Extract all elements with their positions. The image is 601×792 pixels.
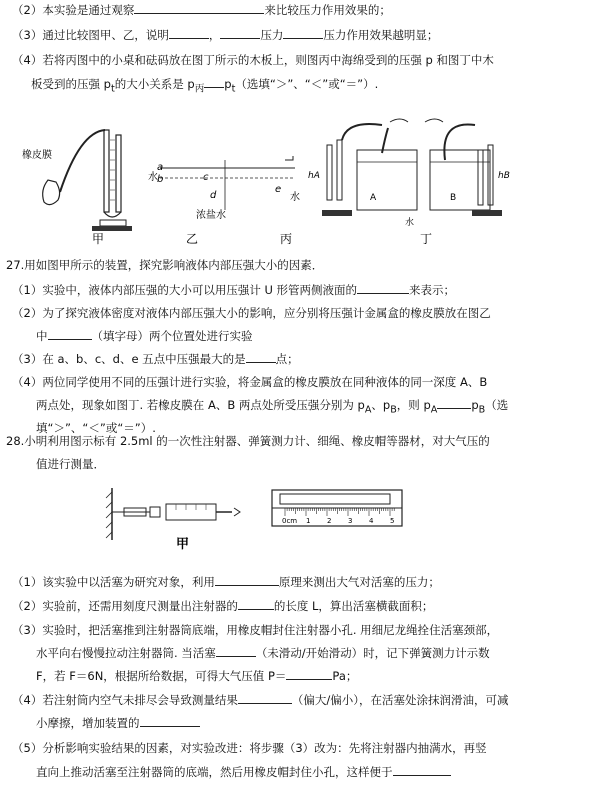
q28-s4-blank-1[interactable] bbox=[238, 692, 292, 704]
q28-s4-blank-2[interactable] bbox=[140, 715, 200, 727]
hand-icon bbox=[43, 180, 60, 205]
q28-s1: （1）该实验中以活塞为研究对象，利用 原理来测出大气对活塞的压力； bbox=[12, 575, 440, 589]
q28-s3-blank-2[interactable] bbox=[286, 668, 332, 680]
q28-s5-blank[interactable] bbox=[393, 764, 451, 776]
svg-text:hB: hB bbox=[498, 171, 510, 181]
q27-s1-blank[interactable] bbox=[357, 282, 409, 294]
q28-s3-l2: 水平向右慢慢拉动注射器筒. 当活塞 （未滑动/开始滑动）时，记下弹簧测力计示数 bbox=[36, 646, 490, 660]
q28-s5-l2: 直向上推动活塞至注射器筒的底端，然后用橡皮帽封住小孔，这样便于 bbox=[36, 764, 451, 780]
q4-line-2: 板受到的压强 $p_t$的大小关系是 $p_丙$ $p_t$（选填“＞”、“＜”或“＝”）. bbox=[31, 77, 379, 95]
q28-s4-l2: 小摩擦，增加装置的 bbox=[36, 715, 200, 731]
q27-s4-l1: （4）两位同学使用不同的压强计进行实验，将金属盒的橡皮膜放在同种液体的同一深度 A、B bbox=[12, 375, 488, 389]
u-tube-right bbox=[116, 135, 121, 212]
q3-blank-3[interactable] bbox=[283, 27, 323, 39]
q27-s3: （3）在 a、b、c、d、e 五点中压强最大的是 点； bbox=[12, 352, 299, 366]
brine-label: 浓盐水 bbox=[196, 210, 226, 221]
figure-yi bbox=[148, 156, 300, 246]
q3-line: （3）通过比较图甲、乙，说明 ， 压力 压力作用效果越明显； bbox=[12, 28, 439, 42]
q28-s3-l3: F，若 F＝6N，根据所给数据，可得大气压值 P＝ Pa； bbox=[36, 669, 358, 683]
caption-jia: 甲 bbox=[92, 232, 105, 246]
syringe-on-ruler bbox=[280, 494, 390, 504]
q27-s4-blank[interactable] bbox=[437, 397, 471, 409]
q28-s4-l1: （4）若注射筒内空气未排尽会导致测量结果 （偏大/偏小），在活塞处涂抹润滑油，可减 bbox=[12, 693, 509, 707]
q4-line-1: （4）若将丙图中的小桌和砝码放在图丁所示的木板上，则图丙中海绵受到的压强 p 和图丁中木 bbox=[12, 53, 494, 67]
q27-s4-l3: 填“＞”、“＜”或“＝”）. bbox=[36, 421, 156, 435]
svg-text:1: 1 bbox=[306, 517, 311, 525]
svg-text:5: 5 bbox=[390, 517, 395, 525]
svg-text:e: e bbox=[275, 184, 282, 195]
q28-s2-blank[interactable] bbox=[238, 598, 274, 610]
q27-s2-l1: （2）为了探究液体密度对液体内部压强大小的影响，应分别将压强计金属盒的橡皮膜放在图乙 bbox=[12, 306, 491, 320]
figure-jia bbox=[22, 130, 132, 246]
svg-text:d: d bbox=[210, 190, 217, 201]
figure-pressure-experiments bbox=[0, 100, 601, 250]
svg-text:hA: hA bbox=[308, 171, 320, 181]
q4-blank[interactable] bbox=[204, 76, 224, 88]
figure-syringe-ruler bbox=[0, 478, 601, 568]
svg-text:a: a bbox=[157, 162, 164, 173]
svg-text:水: 水 bbox=[148, 172, 158, 183]
q27-s4-l2: 两点处，现象如图丁. 若橡皮膜在 A、B 两点处所受压强分别为 $p_A$、$p_B$，则 $p_A$ $p_B$（选 bbox=[36, 398, 509, 416]
q27-s3-blank[interactable] bbox=[246, 351, 276, 363]
rubber-tube bbox=[60, 130, 105, 192]
q28-title-l1: 28.小明利用图示标有 2.5ml 的一次性注射器、弹簧测力计、细绳、橡皮帽等器材，对大气压的 bbox=[6, 434, 490, 448]
q28-s5-l1: （5）分析影响实验结果的因素，对实验改进：将步骤（3）改为：先将注射器内抽满水，再竖 bbox=[12, 741, 487, 755]
svg-text:c: c bbox=[203, 172, 209, 183]
rubber-membrane-label: 橡皮膜 bbox=[22, 150, 52, 161]
caption-ding: 丁 bbox=[420, 232, 433, 246]
syringe-setup bbox=[106, 488, 240, 552]
q2-blank[interactable] bbox=[134, 2, 264, 14]
svg-text:3: 3 bbox=[348, 517, 353, 525]
svg-text:4: 4 bbox=[369, 517, 374, 525]
q27-s1: （1）实验中，液体内部压强的大小可以用压强计 U 形管两侧液面的 来表示； bbox=[12, 283, 456, 297]
svg-text:水: 水 bbox=[290, 192, 300, 203]
caption-bing: 丙 bbox=[280, 232, 293, 246]
q27-s2-l2: 中 （填字母）两个位置处进行实验 bbox=[36, 329, 253, 343]
svg-text:0cm: 0cm bbox=[282, 517, 298, 525]
svg-text:2: 2 bbox=[327, 517, 332, 525]
q3-blank-2[interactable] bbox=[220, 27, 260, 39]
q28-s1-blank[interactable] bbox=[215, 574, 279, 586]
svg-text:水: 水 bbox=[405, 218, 415, 228]
q2-line: （2）本实验是通过观察 来比较压力作用效果的； bbox=[12, 3, 391, 17]
caption-yi: 乙 bbox=[186, 232, 199, 246]
q28-title-l2: 值进行测量． bbox=[36, 457, 105, 471]
q28-s3-blank-1[interactable] bbox=[216, 645, 256, 657]
figure-ding bbox=[308, 119, 510, 246]
u-tube-left bbox=[104, 130, 109, 212]
q28-s3-l1: （3）实验时，把活塞推到注射器筒底端，用橡皮帽封住注射器小孔. 用细尼龙绳拴住活塞颈部， bbox=[12, 623, 499, 637]
svg-text:B: B bbox=[450, 193, 457, 203]
q27-title: 27.用如图甲所示的装置，探究影响液体内部压强大小的因素． bbox=[6, 258, 324, 272]
q27-s2-blank[interactable] bbox=[48, 328, 92, 340]
caption-jia-2: 甲 bbox=[176, 537, 190, 552]
q3-blank-1[interactable] bbox=[169, 27, 209, 39]
q28-s2: （2）实验前，还需用刻度尺测量出注射器的 的长度 L，算出活塞横截面积； bbox=[12, 599, 434, 613]
ruler-figure bbox=[272, 490, 402, 526]
syringe-barrel bbox=[166, 504, 216, 520]
svg-text:A: A bbox=[370, 193, 377, 203]
svg-text:b: b bbox=[157, 174, 164, 185]
